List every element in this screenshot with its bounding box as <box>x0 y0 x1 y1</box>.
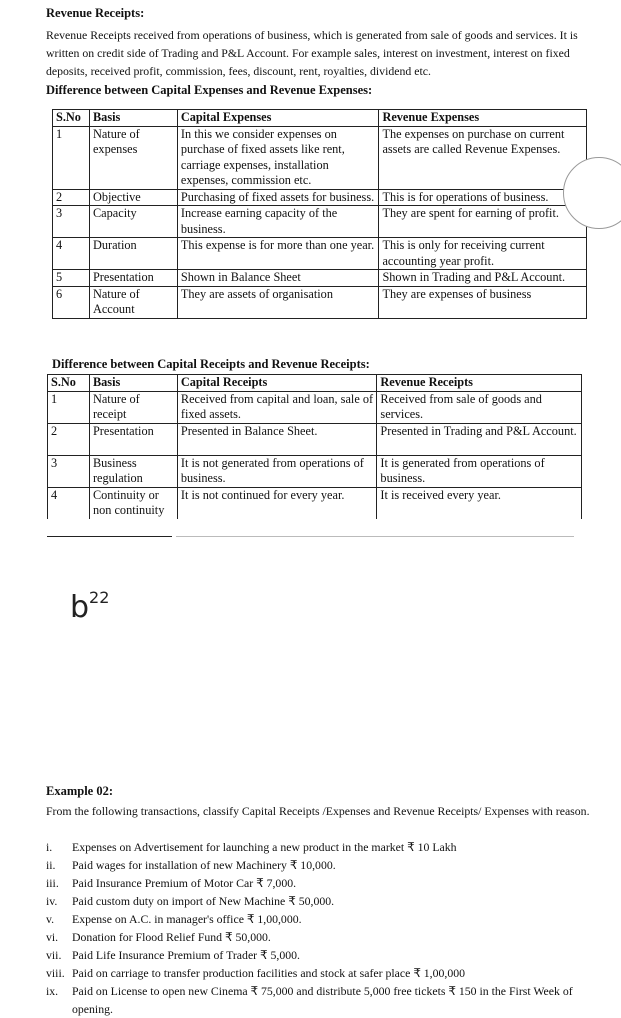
table-row <box>53 189 587 206</box>
table-row <box>48 455 582 487</box>
table-cell: Purchasing of fixed assets for business. <box>177 189 379 206</box>
table1-heading: Difference between Capital Expenses and Revenue Expenses: <box>46 83 373 97</box>
list-item-number: iv. <box>46 894 58 908</box>
table-row <box>53 126 587 189</box>
header-cell: S.No <box>53 110 90 127</box>
table-cell: Shown in Trading and P&L Account. <box>379 270 587 287</box>
table-cell: The expenses on purchase on current assets are called Revenue Expenses. <box>379 126 587 189</box>
list-item-text: Paid on License to open new Cinema ₹ 75,000 and distribute 5,000 free tickets ₹ 150 in the First Week of opening. <box>72 984 573 1016</box>
table-cell: 3 <box>48 455 90 487</box>
list-item <box>46 910 598 928</box>
header-cell: Basis <box>89 110 177 127</box>
table-cell: 4 <box>48 487 90 519</box>
header-cell: Revenue Receipts <box>377 375 582 392</box>
table-header-row <box>53 110 587 127</box>
list-item-number: vi. <box>46 930 59 944</box>
list-item-number: v. <box>46 912 55 926</box>
table-cell: Received from capital and loan, sale of fixed assets. <box>177 391 377 423</box>
handwriting-sup: 22 <box>89 588 110 607</box>
table-cell: 2 <box>48 423 90 455</box>
table2-bottom-rule <box>47 536 172 537</box>
table-cell: 1 <box>48 391 90 423</box>
table-row <box>48 487 582 519</box>
table2-heading: Difference between Capital Receipts and Revenue Receipts: <box>52 357 370 371</box>
table-cell: Presentation <box>89 423 177 455</box>
header-cell: Capital Receipts <box>177 375 377 392</box>
table-cell: Nature of Account <box>89 286 177 318</box>
table-cell: This is for operations of business. <box>379 189 587 206</box>
table-cell: Presented in Trading and P&L Account. <box>377 423 582 455</box>
list-item-text: Expenses on Advertisement for launching a new product in the market ₹ 10 Lakh <box>72 840 457 854</box>
table-cell: Objective <box>89 189 177 206</box>
list-item-text: Expense on A.C. in manager's office ₹ 1,00,000. <box>72 912 302 926</box>
list-item-text: Paid custom duty on import of New Machine ₹ 50,000. <box>72 894 335 908</box>
table-cell: Nature of expenses <box>89 126 177 189</box>
capital-vs-revenue-expenses-table <box>52 109 587 319</box>
list-item <box>46 946 598 964</box>
list-item-number: ix. <box>46 984 59 998</box>
table-cell: 6 <box>53 286 90 318</box>
list-item-text: Paid Insurance Premium of Motor Car ₹ 7,000. <box>72 876 297 890</box>
table-cell: Nature of receipt <box>89 391 177 423</box>
table-cell: It is generated from operations of business. <box>377 455 582 487</box>
table-cell: This is only for receiving current accounting year profit. <box>379 238 587 270</box>
table-cell: 2 <box>53 189 90 206</box>
table-cell: It is not continued for every year. <box>177 487 377 519</box>
header-cell: S.No <box>48 375 90 392</box>
list-item-number: vii. <box>46 948 62 962</box>
table-cell: 3 <box>53 206 90 238</box>
table-row <box>48 423 582 455</box>
table-row <box>48 391 582 423</box>
table-cell: It is not generated from operations of business. <box>177 455 377 487</box>
table-cell: Business regulation <box>89 455 177 487</box>
list-item-number: iii. <box>46 876 59 890</box>
table-row <box>53 270 587 287</box>
list-item-text: Paid wages for installation of new Machinery ₹ 10,000. <box>72 858 336 872</box>
table-cell: 5 <box>53 270 90 287</box>
table-cell: They are assets of organisation <box>177 286 379 318</box>
handwriting-base: b <box>70 590 90 625</box>
example-intro: From the following transactions, classify Capital Receipts /Expenses and Revenue Receipts/ Expenses with reason. <box>46 804 590 818</box>
example-transactions-list <box>46 838 598 1018</box>
table-header-row <box>48 375 582 392</box>
list-item <box>46 982 598 1018</box>
table-cell: They are spent for earning of profit. <box>379 206 587 238</box>
table-cell: Duration <box>89 238 177 270</box>
example-heading: Example 02: <box>46 784 114 798</box>
table-cell: They are expenses of business <box>379 286 587 318</box>
table-cell: Increase earning capacity of the business. <box>177 206 379 238</box>
header-cell: Capital Expenses <box>177 110 379 127</box>
table-row <box>53 206 587 238</box>
revenue-receipts-heading: Revenue Receipts: <box>46 6 145 20</box>
table-cell: Shown in Balance Sheet <box>177 270 379 287</box>
table-cell: Presentation <box>89 270 177 287</box>
list-item <box>46 964 598 982</box>
table-row <box>53 286 587 318</box>
table-cell: Continuity or non continuity <box>89 487 177 519</box>
table-cell: Received from sale of goods and services. <box>377 391 582 423</box>
list-item-number: i. <box>46 840 53 854</box>
header-cell: Basis <box>89 375 177 392</box>
list-item-text: Paid on carriage to transfer production facilities and stock at safer place ₹ 1,00,000 <box>72 966 466 980</box>
table-cell: Capacity <box>89 206 177 238</box>
list-item-number: ii. <box>46 858 56 872</box>
table2-bottom-rule-light <box>176 536 574 537</box>
handwritten-page-number <box>70 588 109 625</box>
list-item-number: viii. <box>46 966 65 980</box>
list-item <box>46 892 598 910</box>
table-cell: It is received every year. <box>377 487 582 519</box>
table-cell: In this we consider expenses on purchase of fixed assets like rent, carriage expenses, installation expenses, commission etc. <box>177 126 379 189</box>
list-item <box>46 838 598 856</box>
capital-vs-revenue-receipts-table <box>47 374 582 519</box>
table-cell: This expense is for more than one year. <box>177 238 379 270</box>
table-cell: 4 <box>53 238 90 270</box>
header-cell: Revenue Expenses <box>379 110 587 127</box>
table-cell: Presented in Balance Sheet. <box>177 423 377 455</box>
list-item <box>46 874 598 892</box>
table-row <box>53 238 587 270</box>
list-item-text: Donation for Flood Relief Fund ₹ 50,000. <box>72 930 271 944</box>
table-cell: 1 <box>53 126 90 189</box>
list-item <box>46 928 598 946</box>
revenue-receipts-paragraph: Revenue Receipts received from operations of business, which is generated from sale of goods and services. It is written on credit side of Trading and P&L Account. For example sales, interest on investment, interest on fixed deposits, received profit, commission, fees, discount, rent, royalties, dividend etc. <box>46 28 578 78</box>
list-item <box>46 856 598 874</box>
list-item-text: Paid Life Insurance Premium of Trader ₹ 5,000. <box>72 948 300 962</box>
